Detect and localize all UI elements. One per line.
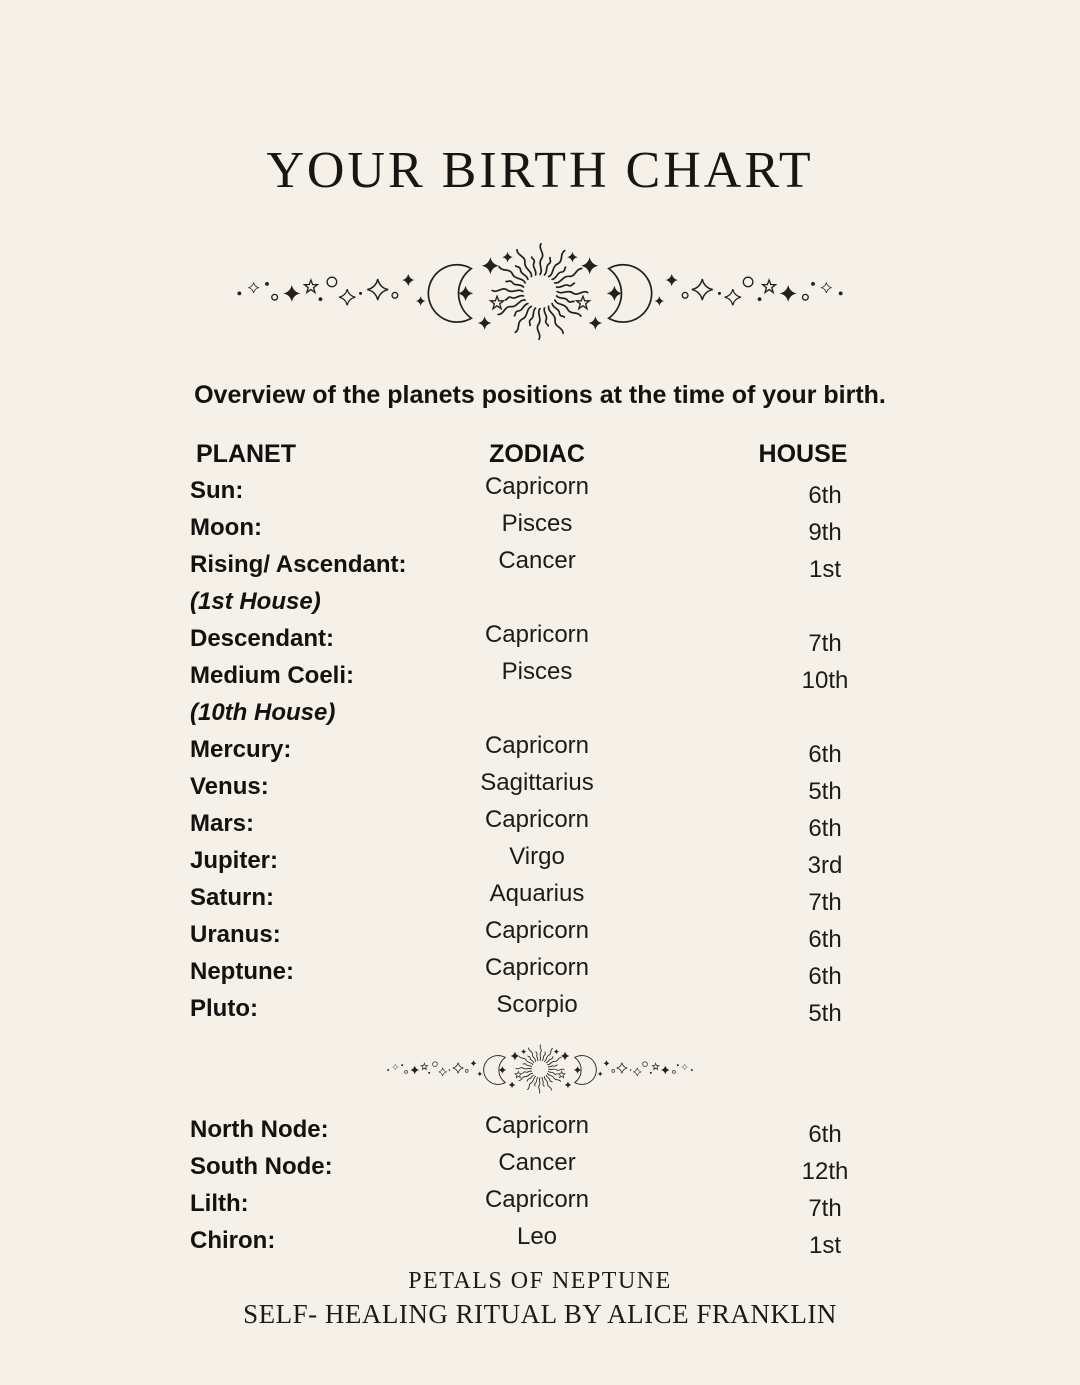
house-value: 10th	[801, 667, 849, 695]
zodiac-value: Scorpio	[496, 991, 578, 1019]
house-value: 12th	[801, 1158, 849, 1186]
table-header-row	[0, 436, 1080, 473]
zodiac-value: Pisces	[501, 510, 573, 538]
house-value: 6th	[808, 963, 842, 991]
zodiac-value: Capricorn	[484, 1186, 590, 1214]
table-row	[0, 621, 1080, 658]
zodiac-value: Leo	[516, 1223, 558, 1251]
zodiac-value: Capricorn	[484, 621, 590, 649]
brand-tagline: SELF- HEALING RITUAL BY ALICE FRANKLIN	[243, 1298, 837, 1329]
nodes-table	[0, 1112, 1080, 1260]
planet-label: Rising/ Ascendant:	[190, 551, 407, 579]
house-value: 6th	[808, 815, 842, 843]
column-header-house: HOUSE	[758, 440, 848, 469]
house-value: 3rd	[807, 852, 843, 880]
planet-label: Moon:	[190, 514, 262, 542]
subtitle: Overview of the planets positions at the time of your birth.	[194, 380, 886, 409]
house-value: 6th	[808, 482, 842, 510]
table-row	[0, 1186, 1080, 1223]
planet-label: Mercury:	[190, 736, 292, 764]
table-row	[0, 547, 1080, 584]
planet-label: Pluto:	[190, 995, 258, 1023]
table-row	[0, 991, 1080, 1028]
table-row	[0, 806, 1080, 843]
celestial-divider-small	[381, 1040, 699, 1098]
house-value: 1st	[808, 1232, 841, 1260]
house-value: 1st	[808, 556, 841, 584]
celestial-divider	[225, 234, 855, 349]
zodiac-value: Sagittarius	[480, 769, 594, 797]
planet-label: Uranus:	[190, 921, 281, 949]
zodiac-value: Capricorn	[484, 473, 590, 501]
table-row	[0, 954, 1080, 991]
planet-label: Venus:	[190, 773, 269, 801]
table-row	[0, 1223, 1080, 1260]
zodiac-value: Capricorn	[484, 732, 590, 760]
house-value: 6th	[808, 926, 842, 954]
zodiac-value: Aquarius	[489, 880, 585, 908]
house-value: 6th	[808, 1121, 842, 1149]
planet-label: Lilth:	[190, 1190, 249, 1218]
zodiac-value: Cancer	[498, 1149, 576, 1177]
zodiac-value: Capricorn	[484, 806, 590, 834]
house-value: 5th	[808, 1000, 842, 1028]
table-row	[0, 769, 1080, 806]
column-header-zodiac: ZODIAC	[489, 440, 585, 469]
planet-label: Sun:	[190, 477, 244, 505]
zodiac-value: Pisces	[501, 658, 573, 686]
house-value: 9th	[808, 519, 842, 547]
table-row	[0, 510, 1080, 547]
planet-label: Chiron:	[190, 1227, 276, 1255]
table-row	[0, 658, 1080, 695]
zodiac-value: Capricorn	[484, 1112, 590, 1140]
zodiac-value: Capricorn	[484, 954, 590, 982]
planet-label: Saturn:	[190, 884, 274, 912]
planet-house-note: (10th House)	[190, 699, 336, 727]
table-row	[0, 880, 1080, 917]
planets-table	[0, 436, 1080, 1028]
planet-label: Medium Coeli:	[190, 662, 355, 690]
birth-chart-page	[0, 35, 1080, 1385]
house-value: 7th	[808, 889, 842, 917]
planet-label: Jupiter:	[190, 847, 279, 875]
house-value: 7th	[808, 1195, 842, 1223]
planet-label: Mars:	[190, 810, 255, 838]
planet-label: North Node:	[190, 1116, 329, 1144]
column-header-planet: PLANET	[196, 440, 296, 469]
table-row	[0, 1112, 1080, 1149]
house-value: 6th	[808, 741, 842, 769]
table-row	[0, 1149, 1080, 1186]
table-row-note	[0, 695, 1080, 732]
planet-label: Descendant:	[190, 625, 335, 653]
house-value: 5th	[808, 778, 842, 806]
table-row	[0, 917, 1080, 954]
table-row	[0, 732, 1080, 769]
house-value: 7th	[808, 630, 842, 658]
planet-house-note: (1st House)	[190, 588, 321, 616]
table-row	[0, 843, 1080, 880]
footer	[0, 1266, 1080, 1331]
planet-label: Neptune:	[190, 958, 294, 986]
table-row	[0, 473, 1080, 510]
planet-label: South Node:	[190, 1153, 333, 1181]
zodiac-value: Capricorn	[484, 917, 590, 945]
page-title: YOUR BIRTH CHART	[266, 141, 814, 199]
zodiac-value: Cancer	[498, 547, 576, 575]
brand-name: PETALS OF NEPTUNE	[408, 1267, 672, 1294]
table-row-note	[0, 584, 1080, 621]
zodiac-value: Virgo	[509, 843, 565, 871]
